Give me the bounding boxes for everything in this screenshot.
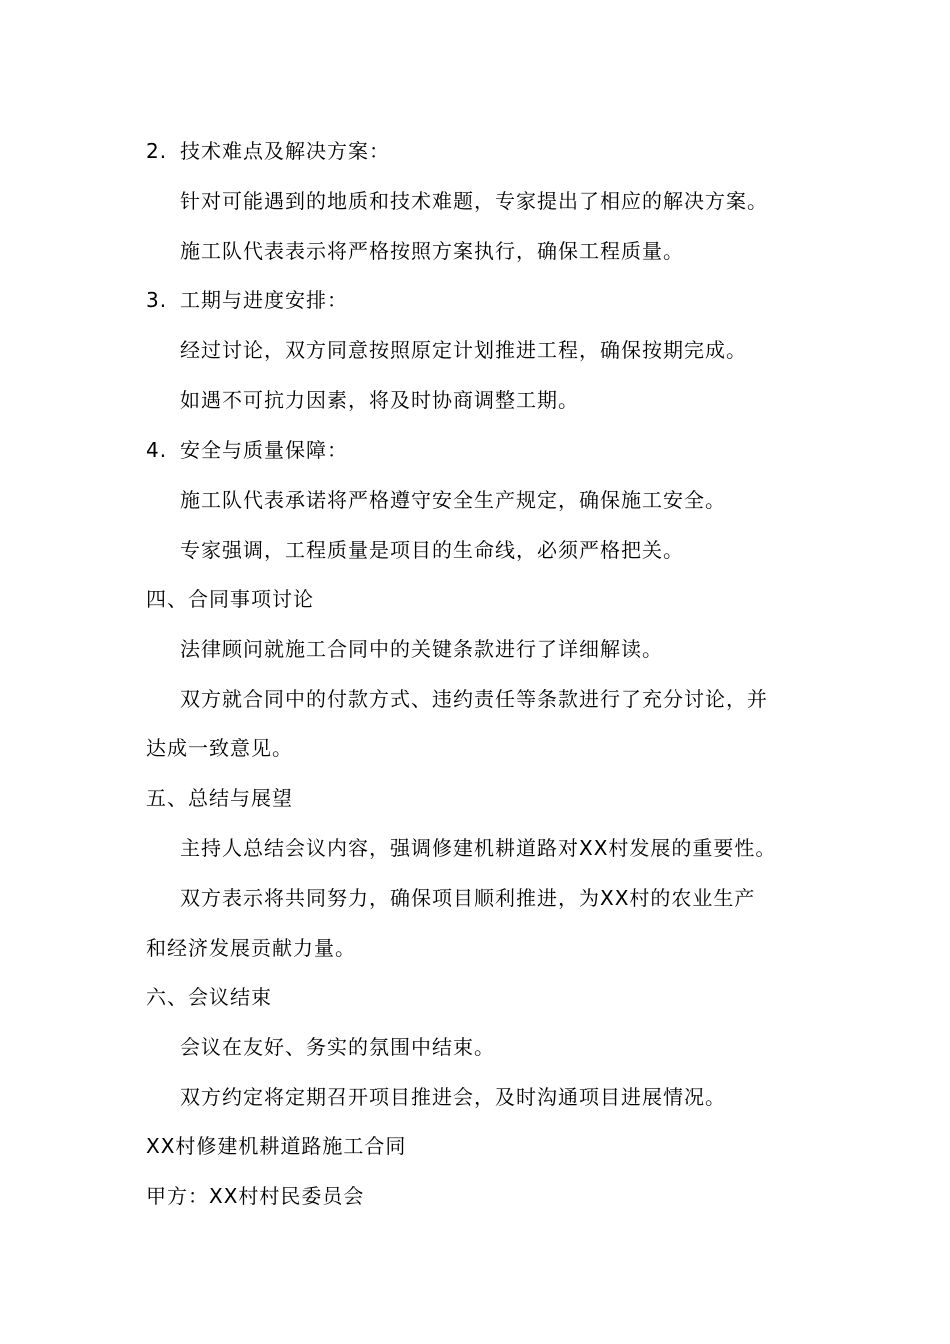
paragraph: 法律顾问就施工合同中的关键条款进行了详细解读。 [180, 637, 663, 661]
paragraph: 双方表示将共同努力，确保项目顺利推进，为XX村的农业生产 [180, 886, 756, 910]
paragraph: 针对可能遇到的地质和技术难题，专家提出了相应的解决方案。 [180, 189, 768, 213]
paragraph: 专家强调，工程质量是项目的生命线，必须严格把关。 [180, 538, 684, 562]
list-heading-3 [146, 285, 348, 315]
section-heading: 五、总结与展望 [146, 786, 293, 810]
party-a-line: 甲方：XX村村民委员会 [146, 1184, 365, 1208]
list-number: 4. [146, 438, 168, 462]
paragraph: 双方就合同中的付款方式、违约责任等条款进行了充分讨论，并 [180, 687, 768, 711]
list-heading-2 [146, 136, 390, 166]
paragraph-continuation: 达成一致意见。 [146, 736, 293, 760]
paragraph: 会议在友好、务实的氛围中结束。 [180, 1035, 495, 1059]
paragraph: 如遇不可抗力因素，将及时协商调整工期。 [180, 388, 579, 412]
paragraph: 主持人总结会议内容，强调修建机耕道路对XX村发展的重要性。 [180, 836, 777, 860]
list-number: 3. [146, 288, 168, 312]
list-number: 2. [146, 139, 168, 163]
list-heading-4 [146, 435, 348, 465]
list-heading-text: 工期与进度安排： [180, 288, 348, 312]
list-heading-text: 安全与质量保障： [180, 438, 348, 462]
list-heading-text: 技术难点及解决方案： [180, 139, 390, 163]
section-heading: 六、会议结束 [146, 985, 272, 1009]
contract-title: XX村修建机耕道路施工合同 [146, 1134, 407, 1158]
paragraph: 施工队代表承诺将严格遵守安全生产规定，确保施工安全。 [180, 488, 726, 512]
paragraph: 经过讨论，双方同意按照原定计划推进工程，确保按期完成。 [180, 338, 747, 362]
paragraph: 双方约定将定期召开项目推进会，及时沟通项目进展情况。 [180, 1085, 726, 1109]
paragraph-continuation: 和经济发展贡献力量。 [146, 936, 356, 960]
paragraph: 施工队代表表示将严格按照方案执行，确保工程质量。 [180, 239, 684, 263]
section-heading: 四、合同事项讨论 [146, 587, 314, 611]
